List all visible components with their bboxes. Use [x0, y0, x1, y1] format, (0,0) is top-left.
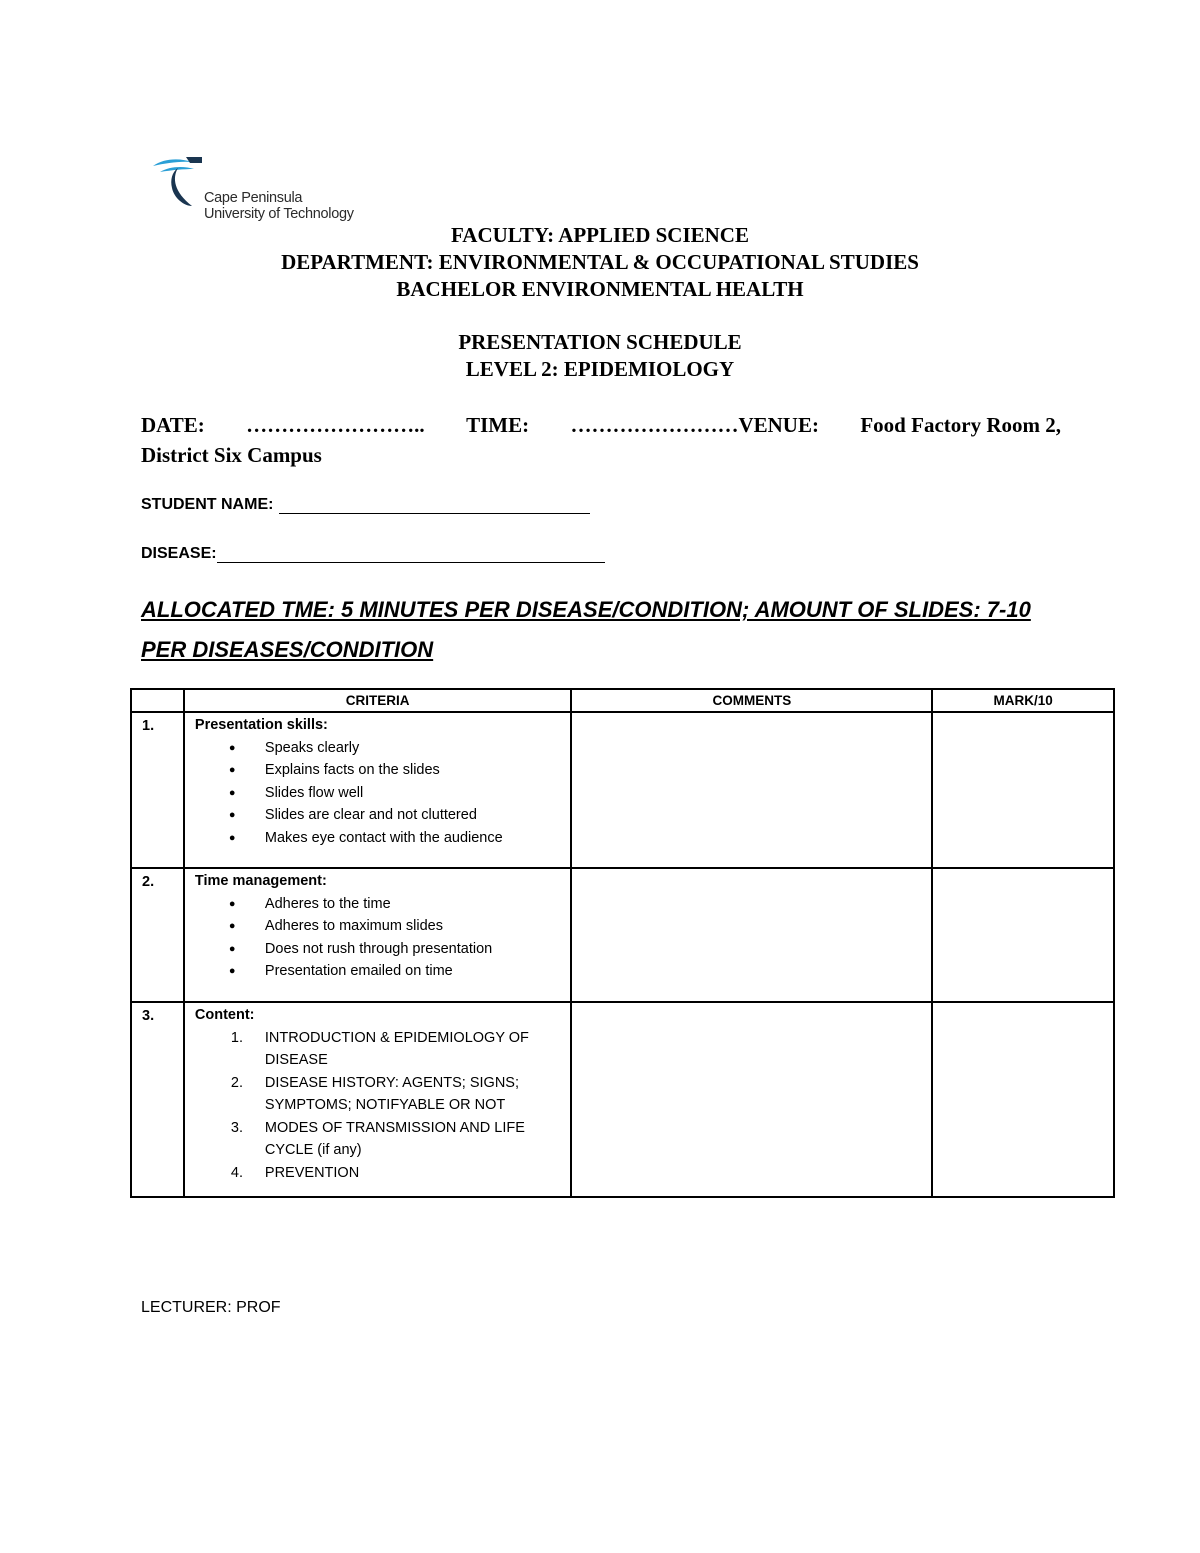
university-logo — [150, 154, 360, 226]
list-item: ● Presentation emailed on time — [195, 960, 562, 983]
program-heading: BACHELOR ENVIRONMENTAL HEALTH — [396, 277, 804, 301]
table-row — [131, 868, 1114, 1002]
comments-cell[interactable] — [571, 1002, 932, 1197]
list-item: 2. DISEASE HISTORY: AGENTS; SIGNS; SYMPTOMS; NOTIFYABLE OR NOT — [230, 1074, 520, 1113]
comments-cell[interactable] — [571, 712, 932, 868]
list-item: ● Explains facts on the slides — [195, 759, 562, 782]
date-value: …………………….. — [246, 413, 425, 437]
time-label: TIME: — [466, 413, 530, 437]
mark-cell[interactable] — [932, 1002, 1114, 1197]
row-number: 1. — [131, 712, 184, 868]
list-item: 4. PREVENTION — [230, 1164, 360, 1181]
header-mark: MARK/10 — [932, 689, 1114, 712]
list-item: 1. INTRODUCTION & EPIDEMIOLOGY OF DISEASE — [230, 1029, 529, 1068]
date-time-venue — [141, 410, 1061, 470]
disease-field[interactable] — [141, 544, 605, 563]
venue-label: VENUE: — [738, 413, 819, 437]
header-criteria: CRITERIA — [184, 689, 571, 712]
row-number: 3. — [131, 1002, 184, 1197]
department-heading: DEPARTMENT: ENVIRONMENTAL & OCCUPATIONAL STUDIES — [281, 250, 919, 274]
criteria-cell — [184, 868, 571, 1002]
criteria-title: Content: — [194, 1007, 255, 1023]
list-item: ● Slides are clear and not cluttered — [195, 804, 562, 827]
list-item: ● Makes eye contact with the audience — [195, 827, 562, 850]
table-row — [131, 1002, 1114, 1197]
disease-line[interactable] — [217, 544, 605, 563]
student-name-label: STUDENT NAME: — [141, 496, 274, 513]
mark-cell[interactable] — [932, 712, 1114, 868]
allocated-time-note: ALLOCATED TME: 5 MINUTES PER DISEASE/CONDITION; AMOUNT OF SLIDES: 7-10 PER DISEASES/CONDITION — [141, 597, 1031, 662]
criteria-cell — [184, 712, 571, 868]
disease-label: DISEASE: — [141, 545, 217, 562]
criteria-title: Time management: — [194, 873, 327, 889]
student-name-line[interactable] — [279, 495, 590, 514]
comments-cell[interactable] — [571, 868, 932, 1002]
level-title: LEVEL 2: EPIDEMIOLOGY — [465, 357, 735, 381]
table-row — [131, 712, 1114, 868]
logo-text: Cape Peninsula University of Technology — [204, 190, 354, 222]
schedule-title: PRESENTATION SCHEDULE — [458, 330, 742, 354]
table-header-row — [131, 689, 1114, 712]
lecturer-line: LECTURER: PROF — [141, 1299, 281, 1316]
header-comments: COMMENTS — [571, 689, 932, 712]
header-num — [131, 689, 184, 712]
list-item: ● Slides flow well — [195, 782, 562, 805]
list-item: ● Does not rush through presentation — [195, 938, 562, 961]
list-item: ● Adheres to the time — [195, 893, 562, 916]
logo-emblem-icon — [150, 154, 210, 214]
mark-cell[interactable] — [932, 868, 1114, 1002]
date-label: DATE: — [141, 413, 205, 437]
list-item: ● Speaks clearly — [195, 737, 562, 760]
list-item: 3. MODES OF TRANSMISSION AND LIFE CYCLE (if any) — [230, 1119, 525, 1158]
criteria-title: Presentation skills: — [194, 717, 328, 733]
time-value: …………………… — [570, 413, 739, 437]
row-number: 2. — [131, 868, 184, 1002]
student-name-field[interactable] — [141, 495, 590, 514]
venue-value: Food Factory Room 2, — [860, 413, 1061, 437]
criteria-cell — [184, 1002, 571, 1197]
rubric-table — [130, 688, 1115, 1198]
list-item: ● Adheres to maximum slides — [195, 915, 562, 938]
faculty-heading: FACULTY: APPLIED SCIENCE — [451, 223, 749, 247]
venue-campus: District Six Campus — [141, 443, 322, 467]
